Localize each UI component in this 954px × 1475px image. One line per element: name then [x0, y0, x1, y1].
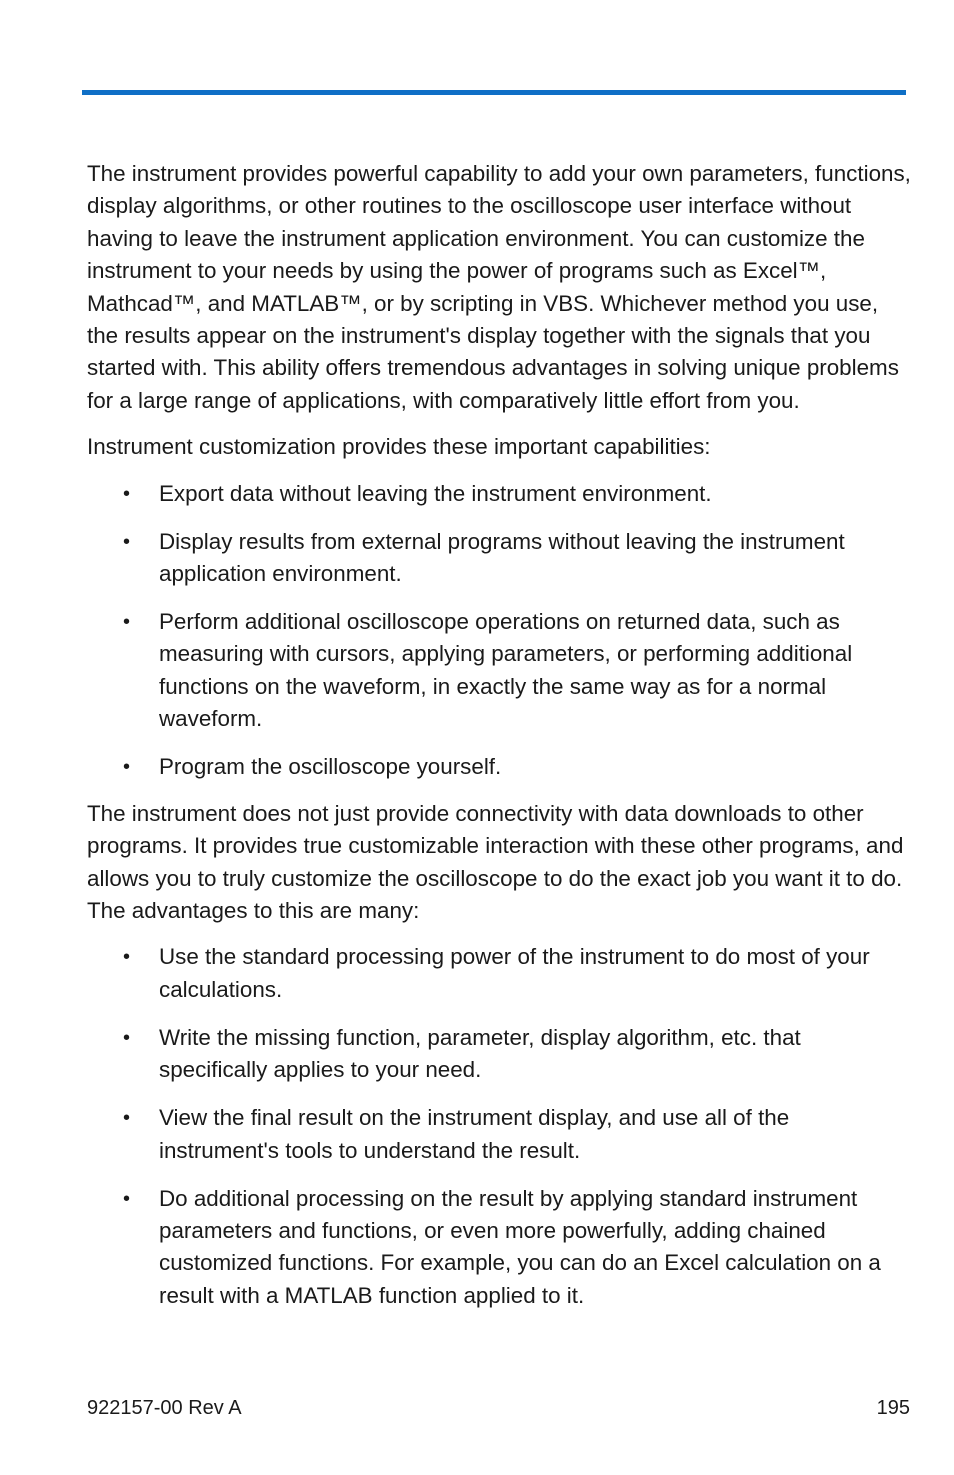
bullet-icon: •: [123, 1107, 131, 1130]
list-item: [87, 1022, 912, 1087]
list-item-text: Program the oscilloscope yourself.: [159, 754, 502, 780]
intro-paragraph: The instrument provides powerful capability to add your own parameters, functions, display algorithms, or other routines to the oscilloscope user interface without having to leave the instrument application environment. You can customize the instrument to your needs by using the power of programs such as Excel™, Mathcad™, and MATLAB™, or by scripting in VBS. Whichever method you use, the results appear on the instrument's display together with the signals that you started with. This ability offers tremendous advantages in solving unique problems for a large range of applications, with comparatively little effort from you.: [87, 161, 911, 413]
list-item: [87, 1183, 912, 1313]
advantages-lead-paragraph: The instrument does not just provide connectivity with data downloads to other programs. It provides true customizable interaction with these other programs, and allows you to truly customize the oscilloscope to do the exact job you want it to do. The advantages to this are many:: [87, 800, 904, 923]
bullet-icon: •: [123, 611, 131, 634]
list-item-text: Display results from external programs without leaving the instrument application environment.: [159, 528, 845, 587]
list-item: [87, 751, 912, 783]
page-number: 195: [876, 1397, 910, 1419]
bullet-icon: •: [123, 1026, 131, 1049]
bullet-icon: •: [123, 946, 131, 969]
advantages-list: [87, 941, 912, 1312]
capabilities-list: [87, 478, 912, 784]
list-item-text: Write the missing function, parameter, display algorithm, etc. that specifically applies to your need.: [159, 1024, 801, 1083]
document-body: [87, 158, 912, 1326]
list-item: [87, 606, 912, 736]
list-item-text: Export data without leaving the instrument environment.: [159, 480, 712, 506]
list-item-text: Do additional processing on the result by applying standard instrument parameters and functions, or even more powerfully, adding chained customized functions. For example, you can do an Excel calculation on a result with a MATLAB function applied to it.: [159, 1185, 881, 1308]
bullet-icon: •: [123, 482, 131, 505]
list-item-text: Use the standard processing power of the instrument to do most of your calculations.: [159, 944, 870, 1002]
bullet-icon: •: [123, 530, 131, 553]
list-item: [87, 526, 912, 591]
capabilities-lead-paragraph: Instrument customization provides these important capabilities:: [87, 434, 711, 460]
list-item: [87, 1102, 912, 1167]
bullet-icon: •: [123, 756, 131, 779]
bullet-icon: •: [123, 1187, 131, 1210]
list-item-text: View the final result on the instrument display, and use all of the instrument's tools to understand the result.: [159, 1105, 790, 1163]
header-rule: [82, 90, 906, 95]
list-item: [87, 478, 912, 510]
list-item-text: Perform additional oscilloscope operations on returned data, such as measuring with cursors, applying parameters, or performing additional functions on the waveform, in exactly the same way as for a normal waveform.: [159, 609, 853, 732]
document-id: 922157-00 Rev A: [87, 1397, 242, 1419]
list-item: [87, 941, 912, 1006]
